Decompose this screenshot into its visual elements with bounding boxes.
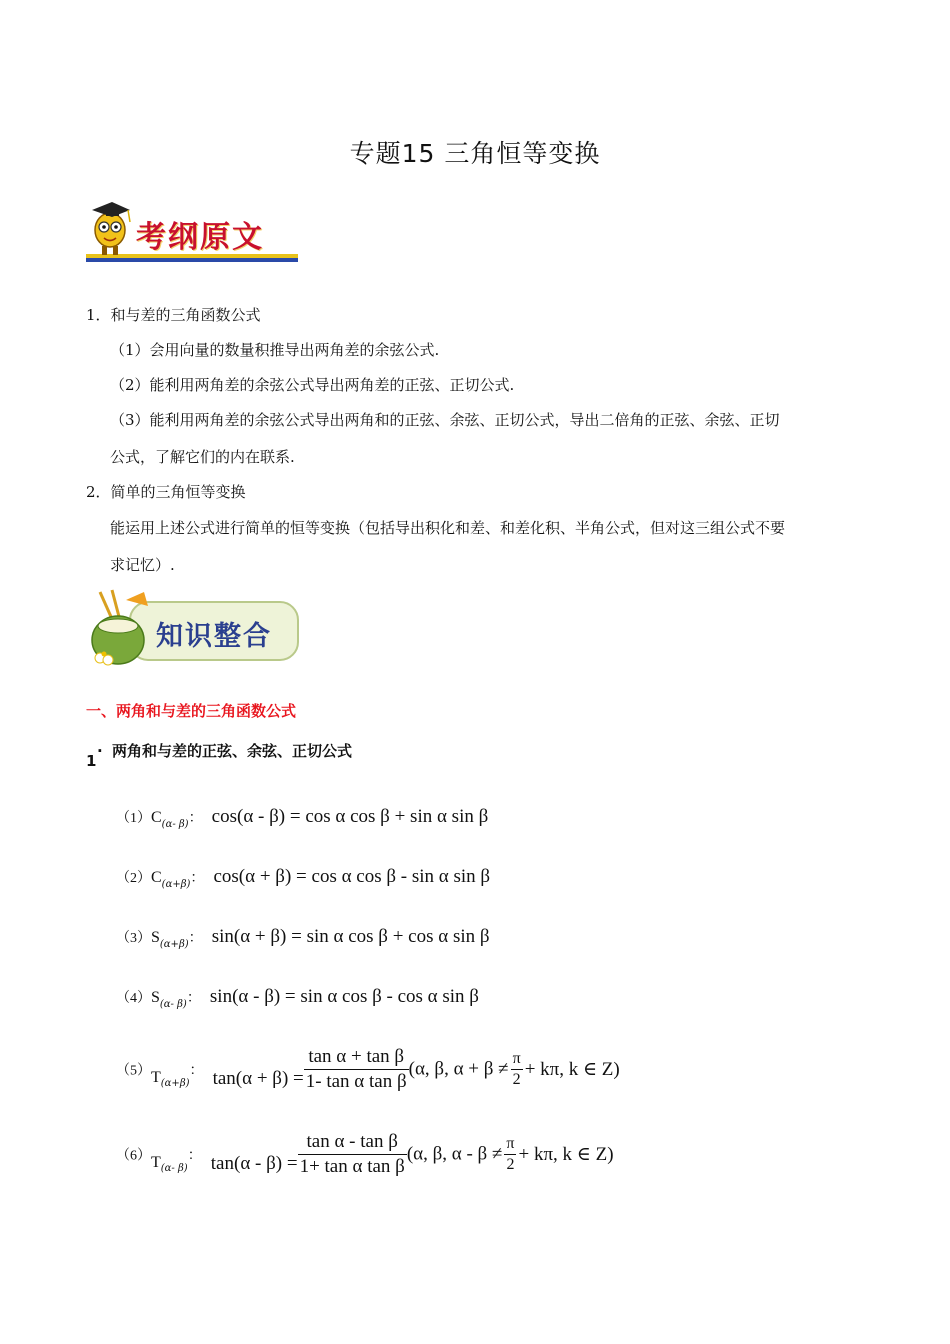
formula-subscript: (α+β) <box>161 879 191 890</box>
formula-symbol: S <box>151 989 160 1006</box>
formula-denominator: 1+ tan α tan β <box>299 1156 405 1177</box>
formula-condition-prefix: (α, β, α - β ≠ <box>406 1143 503 1165</box>
formula-condition-suffix: + kπ, k ∈ Z) <box>518 1144 614 1165</box>
formula-lhs: tan(α - β) = <box>210 1153 298 1174</box>
formula-lhs: tan(α + β) = <box>212 1068 304 1089</box>
syllabus-banner-label: 考纲原文 <box>136 220 264 255</box>
formula-condition-denominator: 2 <box>512 1071 521 1088</box>
formula-colon: ： <box>190 871 205 886</box>
formula-expression: cos(α - β) = cos α cos β + sin α sin β <box>211 806 489 827</box>
formula-label: （2） <box>116 871 151 886</box>
page-title: 专题15 三角恒等变换 <box>349 139 601 168</box>
syllabus-item-1-sub-1: （1）会用向量的数量积推导出两角差的余弦公式. <box>110 341 440 359</box>
formula-expression: cos(α + β) = cos α cos β - sin α sin β <box>213 866 491 887</box>
formula-expression: sin(α + β) = sin α cos β + cos α sin β <box>211 926 490 947</box>
formula-row <box>116 1131 614 1178</box>
formula-symbol: T <box>151 1069 161 1086</box>
formula-row <box>116 1046 620 1093</box>
formula-denominator: 1- tan α tan β <box>305 1071 407 1092</box>
syllabus-item-1-sub-3-line-1: （3）能利用两角差的余弦公式导出两角和的正弦、余弦、正切公式，导出二倍角的正弦、余弦、正切 <box>110 411 780 429</box>
syllabus-item-1-sub-2: （2）能利用两角差的余弦公式导出两角差的正弦、正切公式. <box>110 376 515 394</box>
formula-label: （3） <box>116 931 151 946</box>
formula-label: （6） <box>116 1148 151 1164</box>
formula-subscript: (α+β) <box>160 1078 190 1089</box>
syllabus-item-1-sub-3-line-2: 公式，了解它们的内在联系. <box>110 448 295 466</box>
formula-numerator: tan α - tan β <box>298 1131 407 1155</box>
formula-symbol: C <box>151 809 162 826</box>
knowledge-banner <box>86 588 302 672</box>
formula-row <box>116 806 488 830</box>
formula-condition-numerator: π <box>504 1135 516 1155</box>
formula-colon: ： <box>188 931 203 946</box>
formula-subscript: (α- β) <box>159 999 187 1010</box>
formula-label: （1） <box>116 811 151 826</box>
formula-symbol: C <box>151 869 162 886</box>
knowledge-banner-label: 知识整合 <box>156 621 272 652</box>
syllabus-item-1-title: 1．和与差的三角函数公式 <box>86 306 261 324</box>
formula-condition-numerator: π <box>511 1050 523 1070</box>
formula-condition-fraction <box>504 1135 516 1174</box>
sub-heading: 两角和与差的正弦、余弦、正切公式 <box>112 742 353 760</box>
section-heading: 一、两角和与差的三角函数公式 <box>86 702 297 720</box>
formula-colon: ： <box>186 991 201 1006</box>
formula-subscript: (α- β) <box>160 1163 188 1174</box>
sub-heading-dot: . <box>97 738 103 756</box>
formula-label: （4） <box>116 991 151 1006</box>
formula-fraction <box>298 1131 407 1178</box>
formula-colon: ： <box>189 1063 204 1079</box>
formula-condition-denominator: 2 <box>506 1156 515 1173</box>
formula-subscript: (α+β) <box>159 939 189 950</box>
formula-expression: sin(α - β) = sin α cos β - cos α sin β <box>209 986 479 1007</box>
formula-label: （5） <box>116 1063 151 1079</box>
sub-heading-number: 1 <box>86 752 97 770</box>
formula-symbol: S <box>151 929 160 946</box>
formula-fraction <box>304 1046 409 1093</box>
syllabus-banner <box>86 196 300 268</box>
syllabus-item-2-title: 2．简单的三角恒等变换 <box>86 483 246 501</box>
formula-row <box>116 986 479 1010</box>
formula-colon: ： <box>187 1148 202 1164</box>
formula-condition-fraction <box>511 1050 523 1089</box>
syllabus-item-2-line-2: 求记忆）. <box>110 556 175 574</box>
formula-numerator: tan α + tan β <box>304 1046 409 1070</box>
formula-row <box>116 926 490 950</box>
syllabus-item-2-line-1: 能运用上述公式进行简单的恒等变换（包括导出积化和差、和差化积、半角公式，但对这三组公式不要 <box>110 519 786 537</box>
formula-row <box>116 866 490 890</box>
formula-condition-prefix: (α, β, α + β ≠ <box>408 1058 509 1080</box>
formula-subscript: (α- β) <box>161 819 189 830</box>
formula-condition-suffix: + kπ, k ∈ Z) <box>524 1059 620 1080</box>
formula-symbol: T <box>151 1154 161 1171</box>
formula-colon: ： <box>188 811 203 826</box>
